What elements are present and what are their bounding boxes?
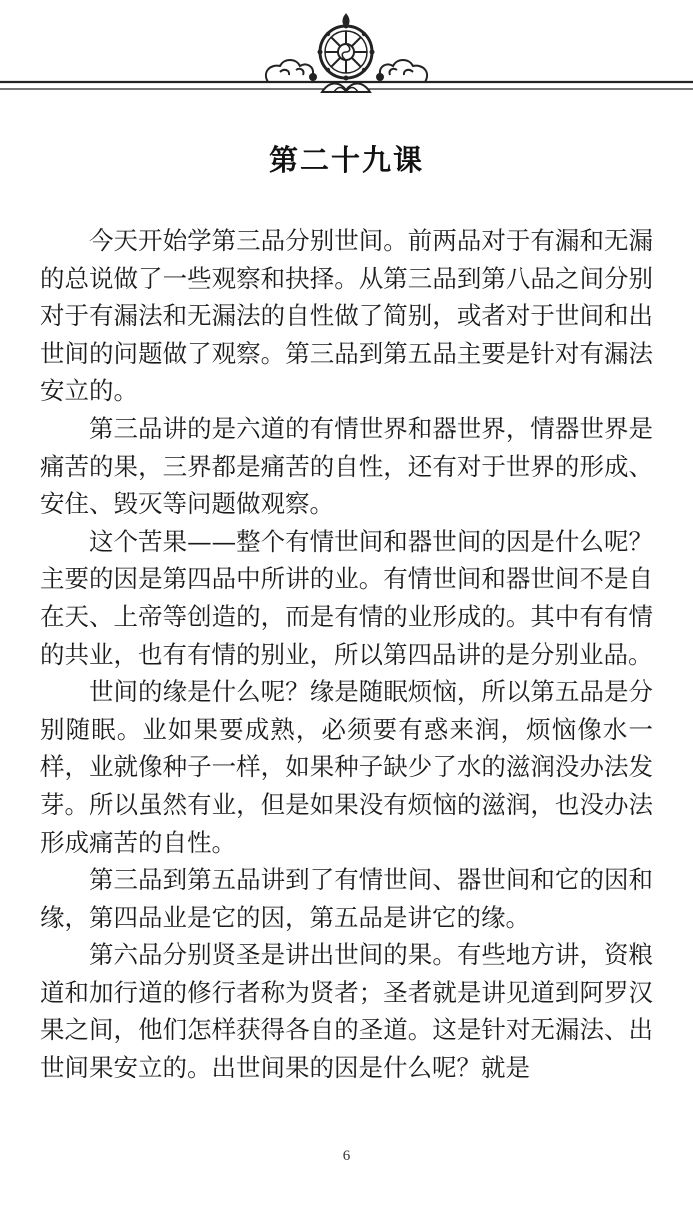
dharma-wheel-icon	[318, 14, 375, 92]
lesson-title: 第二十九课	[268, 143, 424, 177]
header-ornament	[0, 0, 693, 110]
paragraph: 第六品分别贤圣是讲出世间的果。有些地方讲，资粮道和加行道的修行者称为贤者；圣者就是讲见道到阿罗汉果之间，他们怎样获得各自的圣道。这是针对无漏法、出世间果安立的。出世间果的因是什么呢？就是	[40, 940, 653, 1083]
page-number: 6	[342, 1148, 351, 1164]
paragraph: 这个苦果——整个有情世间和器世间的因是什么呢？主要的因是第四品中所讲的业。有情世间和器世间不是自在天、上帝等创造的，而是有情的业形成的。其中有有情的共业，也有有情的别业，所以第四品讲的是分别业品。	[40, 526, 653, 669]
paragraph: 第三品讲的是六道的有情世界和器世界，情器世界是痛苦的果，三界都是痛苦的自性，还有对于世界的形成、安住、毁灭等问题做观察。	[40, 413, 653, 519]
left-cloud-icon	[266, 60, 316, 82]
body-text	[40, 222, 653, 1087]
right-cloud-icon	[377, 60, 427, 82]
paragraph: 世间的缘是什么呢？缘是随眠烦恼，所以第五品是分别随眠。业如果要成熟，必须要有惑来润，烦恼像水一样，业就像种子一样，如果种子缺少了水的滋润没办法发芽。所以虽然有业，但是如果没有烦恼的滋润，也没办法形成痛苦的自性。	[40, 677, 653, 857]
paragraph: 第三品到第五品讲到了有情世间、器世间和它的因和缘，第四品业是它的因，第五品是讲它的缘。	[40, 865, 653, 932]
paragraph: 今天开始学第三品分别世间。前两品对于有漏和无漏的总说做了一些观察和抉择。从第三品到第八品之间分别对于有漏法和无漏法的自性做了简别，或者对于世间和出世间的问题做了观察。第三品到第五品主要是针对有漏法安立的。	[40, 226, 653, 406]
